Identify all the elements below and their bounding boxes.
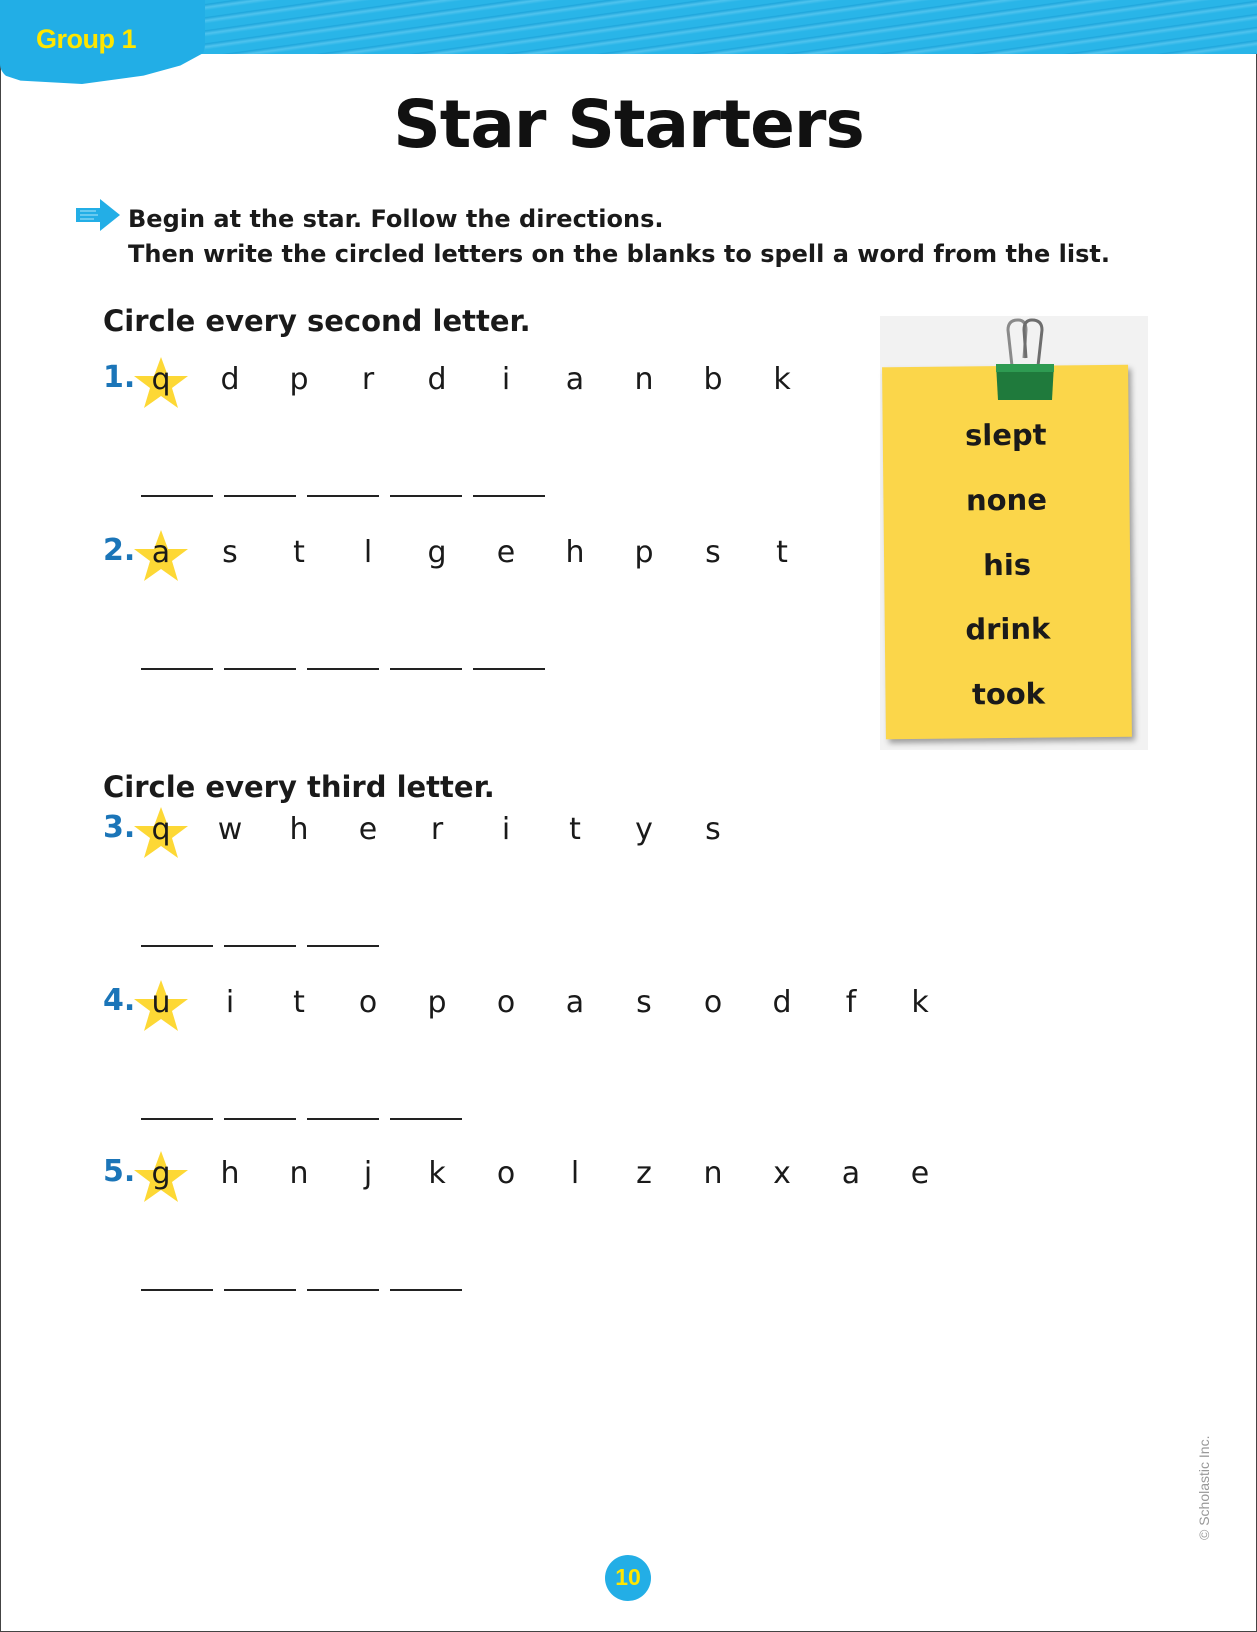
letter[interactable]: t <box>293 985 305 1020</box>
letter[interactable]: x <box>773 1156 791 1191</box>
page-title: Star Starters <box>393 86 864 163</box>
group-label: Group 1 <box>36 24 137 54</box>
answer-blank[interactable] <box>390 1289 462 1291</box>
section-heading-second: Circle every second letter. <box>103 304 531 338</box>
start-letter[interactable]: g <box>151 1156 171 1191</box>
directions-line-1: Begin at the star. Follow the directions. <box>128 205 664 233</box>
directions-line-2: Then write the circled letters on the blanks to spell a word from the list. <box>128 240 1110 268</box>
start-letter[interactable]: a <box>151 535 171 570</box>
binder-clip-icon <box>990 318 1060 404</box>
letter[interactable]: a <box>841 1156 861 1191</box>
answer-blank[interactable] <box>141 945 213 947</box>
answer-blank[interactable] <box>224 1118 296 1120</box>
letter[interactable]: i <box>225 985 235 1020</box>
letter[interactable]: e <box>358 812 378 847</box>
item-number: 4. <box>103 983 136 1018</box>
letter[interactable]: d <box>427 362 447 397</box>
word-list-item: none <box>965 482 1048 518</box>
answer-blank[interactable] <box>141 668 213 670</box>
answer-blank[interactable] <box>141 1118 213 1120</box>
letter[interactable]: a <box>565 362 585 397</box>
letter[interactable]: p <box>289 362 309 397</box>
letter[interactable]: o <box>496 1156 516 1191</box>
letter[interactable]: l <box>363 535 373 570</box>
letter[interactable]: s <box>705 535 721 570</box>
letter[interactable]: e <box>496 535 516 570</box>
start-letter[interactable]: q <box>151 362 171 397</box>
word-list-item: took <box>971 676 1046 712</box>
answer-blank[interactable] <box>224 945 296 947</box>
item-number: 5. <box>103 1154 136 1189</box>
letter[interactable]: d <box>772 985 792 1020</box>
letter[interactable]: s <box>222 535 238 570</box>
copyright-notice: © Scholastic Inc. <box>1196 1435 1212 1540</box>
letter[interactable]: k <box>428 1156 446 1191</box>
answer-blank[interactable] <box>307 945 379 947</box>
letter[interactable]: n <box>289 1156 309 1191</box>
letter[interactable]: o <box>358 985 378 1020</box>
answer-blank[interactable] <box>141 495 213 497</box>
letter[interactable]: t <box>569 812 581 847</box>
answer-blank[interactable] <box>390 1118 462 1120</box>
answer-blank[interactable] <box>473 668 545 670</box>
answer-blank[interactable] <box>307 1118 379 1120</box>
answer-blank[interactable] <box>141 1289 213 1291</box>
item-number: 1. <box>103 360 136 395</box>
letter[interactable]: p <box>634 535 654 570</box>
answer-blank[interactable] <box>390 668 462 670</box>
letter[interactable]: o <box>496 985 516 1020</box>
letter[interactable]: y <box>635 812 653 847</box>
answer-blank[interactable] <box>307 668 379 670</box>
letter[interactable]: d <box>220 362 240 397</box>
letter[interactable]: w <box>217 812 243 847</box>
arrow-right-icon <box>74 196 122 234</box>
answer-blank[interactable] <box>307 495 379 497</box>
letter[interactable]: h <box>289 812 309 847</box>
letter[interactable]: n <box>703 1156 723 1191</box>
letter[interactable]: s <box>636 985 652 1020</box>
letter[interactable]: t <box>293 535 305 570</box>
letter[interactable]: k <box>911 985 929 1020</box>
letter[interactable]: i <box>501 812 511 847</box>
answer-blank[interactable] <box>224 668 296 670</box>
letter[interactable]: r <box>361 362 375 397</box>
answer-blank[interactable] <box>224 495 296 497</box>
letter[interactable]: n <box>634 362 654 397</box>
letter[interactable]: h <box>220 1156 240 1191</box>
letter[interactable]: o <box>703 985 723 1020</box>
letter[interactable]: p <box>427 985 447 1020</box>
letter[interactable]: e <box>910 1156 930 1191</box>
answer-blank[interactable] <box>307 1289 379 1291</box>
item-number: 2. <box>103 533 136 568</box>
answer-blank[interactable] <box>390 495 462 497</box>
letter[interactable]: f <box>845 985 857 1020</box>
letter[interactable]: t <box>776 535 788 570</box>
letter[interactable]: b <box>703 362 723 397</box>
letter[interactable]: j <box>363 1156 373 1191</box>
letter[interactable]: i <box>501 362 511 397</box>
letter[interactable]: k <box>773 362 791 397</box>
word-list-item: his <box>983 547 1032 583</box>
letter[interactable]: s <box>705 812 721 847</box>
word-list-card <box>882 365 1132 740</box>
start-letter[interactable]: q <box>151 812 171 847</box>
page-number: 10 <box>615 1564 641 1590</box>
section-heading-third: Circle every third letter. <box>103 770 495 804</box>
answer-blank[interactable] <box>473 495 545 497</box>
letter[interactable]: r <box>430 812 444 847</box>
letter[interactable]: z <box>636 1156 652 1191</box>
start-letter[interactable]: u <box>151 985 171 1020</box>
word-list-item: slept <box>964 417 1047 453</box>
word-list-item: drink <box>965 611 1051 647</box>
answer-blank[interactable] <box>224 1289 296 1291</box>
letter[interactable]: l <box>570 1156 580 1191</box>
item-number: 3. <box>103 810 136 845</box>
letter[interactable]: h <box>565 535 585 570</box>
letter[interactable]: g <box>427 535 447 570</box>
letter[interactable]: a <box>565 985 585 1020</box>
